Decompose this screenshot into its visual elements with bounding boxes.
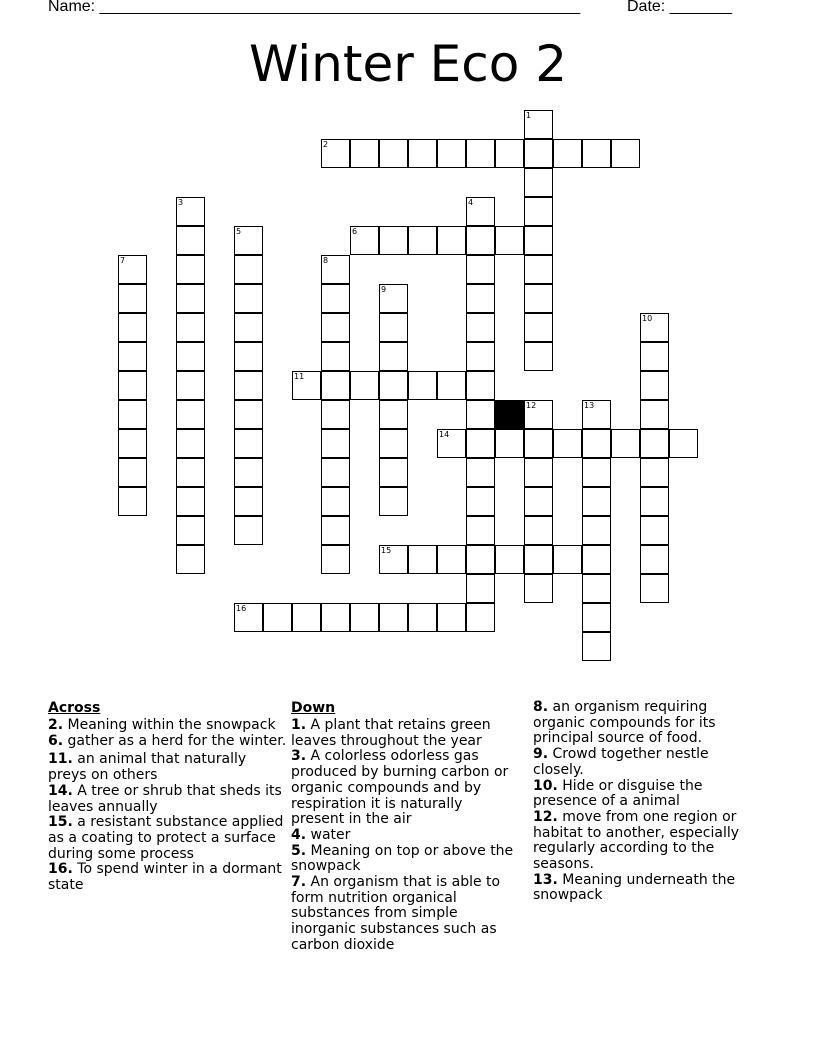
grid-cell[interactable] <box>437 139 466 168</box>
grid-cell[interactable] <box>118 284 147 313</box>
across-clues <box>48 700 288 894</box>
grid-cell[interactable] <box>321 429 350 458</box>
grid-cell[interactable] <box>495 429 524 458</box>
grid-cell[interactable] <box>437 429 466 458</box>
grid-cell[interactable] <box>321 487 350 516</box>
grid-cell[interactable] <box>524 226 553 255</box>
clue-number: 4 <box>468 198 474 207</box>
grid-cell[interactable] <box>176 458 205 487</box>
grid-cell[interactable] <box>234 429 263 458</box>
grid-cell[interactable] <box>582 574 611 603</box>
grid-cell[interactable] <box>524 313 553 342</box>
grid-cell[interactable] <box>466 255 495 284</box>
grid-cell[interactable] <box>466 603 495 632</box>
grid-cell[interactable] <box>321 342 350 371</box>
grid-cell[interactable] <box>234 458 263 487</box>
grid-cell[interactable] <box>640 458 669 487</box>
grid-cell[interactable] <box>466 197 495 226</box>
grid-cell[interactable] <box>582 458 611 487</box>
grid-cell[interactable] <box>118 487 147 516</box>
grid-cell[interactable] <box>524 284 553 313</box>
grid-cell[interactable] <box>321 545 350 574</box>
grid-cell[interactable] <box>524 574 553 603</box>
grid-cell[interactable] <box>466 574 495 603</box>
grid-cell[interactable] <box>524 342 553 371</box>
clue-down-7: 7. An organism that is able to form nutrition organical substances from simple inorganic substances such as carbon dioxide <box>291 874 501 953</box>
grid-cell[interactable] <box>466 400 495 429</box>
clue-across-14: 14. A tree or shrub that sheds its leaves annually <box>48 782 282 815</box>
grid-cell[interactable] <box>640 371 669 400</box>
grid-cell[interactable] <box>466 487 495 516</box>
grid-cell[interactable] <box>669 429 698 458</box>
down-clues <box>291 700 516 954</box>
grid-cell[interactable] <box>234 400 263 429</box>
grid-cell[interactable] <box>118 342 147 371</box>
grid-cell[interactable] <box>437 545 466 574</box>
grid-cell[interactable] <box>176 226 205 255</box>
clue-number: 13 <box>584 401 595 410</box>
grid-cell[interactable] <box>263 603 292 632</box>
grid-cell[interactable] <box>640 487 669 516</box>
clue-number: 6 <box>352 227 358 236</box>
grid-cell[interactable] <box>176 487 205 516</box>
clue-number: 3 <box>178 198 184 207</box>
grid-cell[interactable] <box>118 458 147 487</box>
clue-number: 10 <box>642 314 653 323</box>
grid-cell[interactable] <box>640 429 669 458</box>
grid-cell[interactable] <box>350 371 379 400</box>
grid-cell[interactable] <box>466 226 495 255</box>
clue-down-3: 3. A colorless odorless gas produced by burning carbon or organic compounds and by respiration it is naturally present in the air <box>291 748 509 828</box>
grid-cell[interactable] <box>495 139 524 168</box>
grid-cell[interactable] <box>640 342 669 371</box>
grid-cell[interactable] <box>176 342 205 371</box>
grid-cell[interactable] <box>234 255 263 284</box>
grid-cell[interactable] <box>379 284 408 313</box>
grid-cell[interactable] <box>524 197 553 226</box>
grid-cell[interactable] <box>321 458 350 487</box>
grid-cell[interactable] <box>176 429 205 458</box>
grid-cell[interactable] <box>350 226 379 255</box>
grid-cell[interactable] <box>118 400 147 429</box>
grid-cell[interactable] <box>408 603 437 632</box>
grid-cell[interactable] <box>379 487 408 516</box>
grid-cell[interactable] <box>379 545 408 574</box>
grid-cell[interactable] <box>176 371 205 400</box>
clue-number: 9 <box>381 285 387 294</box>
grid-cell[interactable] <box>437 226 466 255</box>
grid-cell[interactable] <box>582 632 611 661</box>
grid-cell[interactable] <box>524 545 553 574</box>
grid-cell[interactable] <box>466 371 495 400</box>
page-title: Winter Eco 2 <box>248 35 568 93</box>
clue-across-6: 6. gather as a herd for the winter. <box>48 732 287 749</box>
grid-cell[interactable] <box>524 429 553 458</box>
grid-cell[interactable] <box>524 168 553 197</box>
clue-across-15: 15. a resistant substance applied as a coating to protect a surface during some process <box>48 814 284 862</box>
clue-down-5: 5. Meaning on top or above the snowpack <box>291 842 514 875</box>
grid-cell[interactable] <box>640 574 669 603</box>
grid-cell[interactable] <box>524 487 553 516</box>
down-clues-continued <box>533 700 753 904</box>
clue-down-13: 13. Meaning underneath the snowpack <box>533 871 736 904</box>
grid-cell[interactable] <box>553 545 582 574</box>
clue-down-9: 9. Crowd together nestle closely. <box>533 746 709 778</box>
name-field[interactable]: Name: ______________________________________________________ <box>48 0 581 15</box>
grid-cell[interactable] <box>582 545 611 574</box>
grid-cell[interactable] <box>582 516 611 545</box>
grid-cell[interactable] <box>321 400 350 429</box>
grid-cell[interactable] <box>234 603 263 632</box>
grid-cell[interactable] <box>408 226 437 255</box>
black-cell <box>495 400 524 429</box>
grid-cell[interactable] <box>379 458 408 487</box>
grid-cell[interactable] <box>234 342 263 371</box>
grid-cell[interactable] <box>234 313 263 342</box>
clue-number: 12 <box>526 401 537 410</box>
grid-cell[interactable] <box>321 284 350 313</box>
grid-cell[interactable] <box>176 516 205 545</box>
clue-down-12: 12. move from one region or habitat to another, especially regularly according to the seasons. <box>533 808 740 873</box>
grid-cell[interactable] <box>466 342 495 371</box>
grid-cell[interactable] <box>176 284 205 313</box>
clue-across-16: 16. To spend winter in a dormant state <box>48 861 282 894</box>
grid-cell[interactable] <box>176 400 205 429</box>
grid-cell[interactable] <box>321 603 350 632</box>
grid-cell[interactable] <box>582 429 611 458</box>
grid-cell[interactable] <box>437 371 466 400</box>
grid-cell[interactable] <box>611 139 640 168</box>
grid-cell[interactable] <box>234 226 263 255</box>
grid-cell[interactable] <box>640 516 669 545</box>
clue-number: 15 <box>381 546 392 555</box>
grid-cell[interactable] <box>466 545 495 574</box>
grid-cell[interactable] <box>582 603 611 632</box>
grid-cell[interactable] <box>466 429 495 458</box>
grid-cell[interactable] <box>524 110 553 139</box>
grid-cell[interactable] <box>379 342 408 371</box>
clue-down-4: 4. water <box>291 826 351 843</box>
grid-cell[interactable] <box>118 313 147 342</box>
grid-cell[interactable] <box>524 139 553 168</box>
grid-cell[interactable] <box>582 139 611 168</box>
clue-down-10: 10. Hide or disguise the presence of a animal <box>533 777 703 810</box>
grid-cell[interactable] <box>495 545 524 574</box>
grid-cell[interactable] <box>379 429 408 458</box>
clue-number: 1 <box>526 111 532 120</box>
grid-cell[interactable] <box>379 400 408 429</box>
grid-cell[interactable] <box>640 313 669 342</box>
grid-cell[interactable] <box>466 458 495 487</box>
grid-cell[interactable] <box>379 603 408 632</box>
grid-cell[interactable] <box>640 400 669 429</box>
grid-cell[interactable] <box>234 487 263 516</box>
grid-cell[interactable] <box>466 313 495 342</box>
grid-cell[interactable] <box>524 400 553 429</box>
clue-across-11: 11. an animal that naturally preys on others <box>48 751 247 784</box>
grid-cell[interactable] <box>321 255 350 284</box>
grid-cell[interactable] <box>640 545 669 574</box>
grid-cell[interactable] <box>611 429 640 458</box>
clue-number: 16 <box>236 604 247 613</box>
grid-cell[interactable] <box>408 371 437 400</box>
clue-number: 8 <box>323 256 329 265</box>
grid-cell[interactable] <box>321 371 350 400</box>
clue-number: 7 <box>120 256 126 265</box>
grid-cell[interactable] <box>350 139 379 168</box>
grid-cell[interactable] <box>118 371 147 400</box>
grid-cell[interactable] <box>408 139 437 168</box>
clue-number: 2 <box>323 140 329 149</box>
grid-cell[interactable] <box>495 226 524 255</box>
clue-across-2: 2. Meaning within the snowpack <box>48 717 276 733</box>
grid-cell[interactable] <box>553 139 582 168</box>
grid-cell[interactable] <box>321 139 350 168</box>
grid-cell[interactable] <box>176 197 205 226</box>
down-heading: Down <box>291 700 336 716</box>
grid-cell[interactable] <box>176 255 205 284</box>
grid-cell[interactable] <box>408 545 437 574</box>
clue-number: 11 <box>294 372 305 381</box>
grid-cell[interactable] <box>379 226 408 255</box>
grid-cell[interactable] <box>524 516 553 545</box>
grid-cell[interactable] <box>118 255 147 284</box>
clue-number: 14 <box>439 430 450 439</box>
grid-cell[interactable] <box>234 516 263 545</box>
grid-cell[interactable] <box>321 516 350 545</box>
grid-cell[interactable] <box>437 603 466 632</box>
grid-cell[interactable] <box>292 603 321 632</box>
clue-number: 5 <box>236 227 242 236</box>
grid-cell[interactable] <box>234 371 263 400</box>
grid-cell[interactable] <box>292 371 321 400</box>
grid-cell[interactable] <box>582 400 611 429</box>
date-field[interactable]: Date: _______ <box>627 0 732 15</box>
grid-cell[interactable] <box>582 487 611 516</box>
grid-cell[interactable] <box>379 139 408 168</box>
grid-cell[interactable] <box>379 371 408 400</box>
grid-cell[interactable] <box>176 313 205 342</box>
grid-cell[interactable] <box>466 284 495 313</box>
grid-cell[interactable] <box>118 429 147 458</box>
grid-cell[interactable] <box>234 284 263 313</box>
grid-cell[interactable] <box>321 313 350 342</box>
grid-cell[interactable] <box>176 545 205 574</box>
grid-cell[interactable] <box>350 603 379 632</box>
clue-down-8: 8. an organism requiring organic compounds for its principal source of food. <box>533 699 716 747</box>
grid-cell[interactable] <box>379 313 408 342</box>
grid-cell[interactable] <box>466 516 495 545</box>
clue-down-1: 1. A plant that retains green leaves throughout the year <box>291 717 491 749</box>
across-heading: Across <box>48 700 101 716</box>
grid-cell[interactable] <box>466 139 495 168</box>
grid-cell[interactable] <box>524 458 553 487</box>
grid-cell[interactable] <box>524 255 553 284</box>
grid-cell[interactable] <box>553 429 582 458</box>
